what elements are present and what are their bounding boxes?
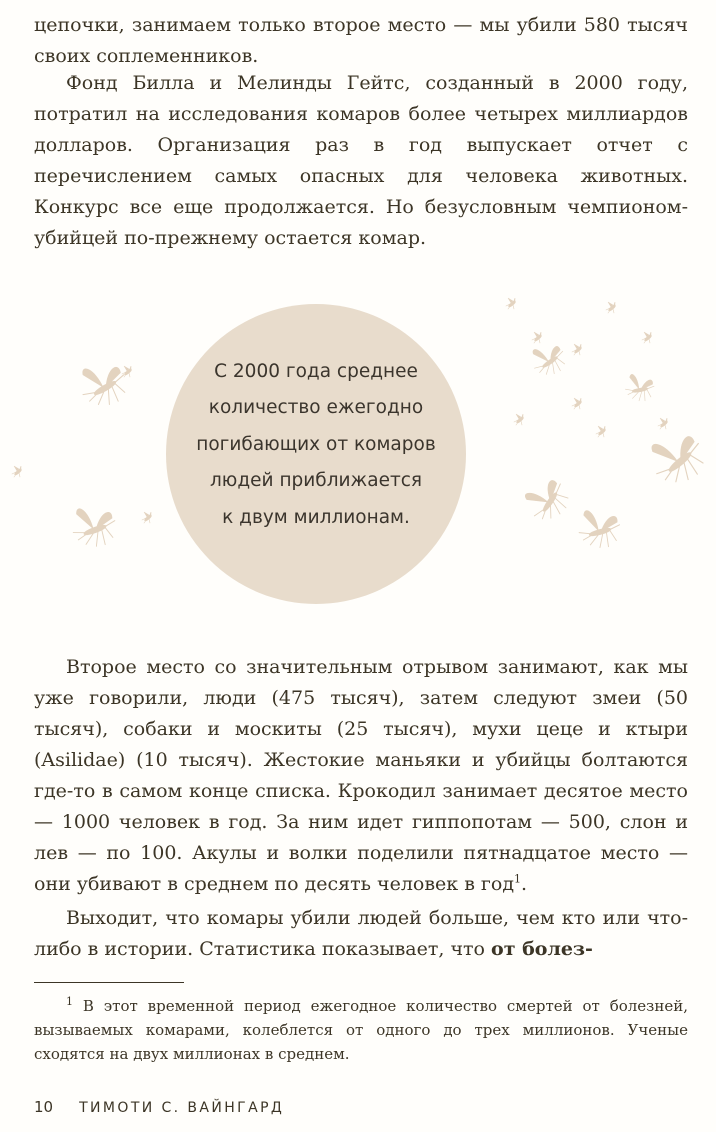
paragraph-3: Второе место со значительным отрывом занимают, как мы уже говорили, люди (475 тысяч), затем следуют змеи (50 тысяч), собаки и москиты (25 тысяч), мухи цеце и ктыри (Asilidae) (10 тысяч). Жестокие маньяки и убийцы болтаются где-то в самом конце списка. Крокодил занимает десятое место — 1000 человек в год. За ним идет гиппопотам — 500, слон и лев — по 100. Акулы и волки поделили пятнадцатое место — они убивают в среднем по десять человек в год$^1$. [34, 656, 688, 895]
page-footer [34, 1098, 284, 1116]
mosquito-icon [596, 426, 606, 437]
mosquito-icon [533, 346, 566, 376]
mosquito-icon [623, 373, 656, 404]
paragraph-2 [34, 68, 688, 254]
footnote-divider [34, 982, 184, 983]
paragraph-3-text: Второе место со значительным отрывом занимают, как мы уже говорили, люди (475 тысяч), затем следуют змеи (50 тысяч), собаки и москиты (25 тысяч), мухи цеце и ктыри (Asilidae) (10 тысяч). Жестокие маньяки и убийцы болтаются где-то в самом конце списка. Крокодил занимает десятое место — 1000 человек в год. За ним идет гиппопотам — 500, слон и лев — по 100. Акулы и волки поделили пятнадцатое место — они убивают в среднем по десять человек в год [34, 656, 688, 895]
mosquito-icon [572, 398, 582, 409]
mosquito-icon [83, 367, 125, 404]
footnote [34, 994, 688, 1066]
footnote-number: 1 [66, 995, 73, 1008]
footnote-text: В этот временной период ежегодное количество смертей от болезней, вызываемых комарами, колеблется от одного до трех миллионов. Ученые сходятся на двух миллионах в среднем. [34, 997, 688, 1063]
mosquito-icon [514, 414, 524, 425]
mosquito-icon [642, 332, 652, 343]
mosquito-icon [577, 509, 623, 552]
callout-line: С 2000 года среднее [214, 360, 418, 382]
paragraph-4 [34, 903, 688, 965]
paragraph-1: цепочки, занимаем только второе место — мы убили 580 тысяч своих соплеменников. [34, 14, 688, 67]
mosquito-icon [524, 477, 573, 524]
callout-circle [166, 304, 466, 604]
mosquito-icon [606, 302, 616, 313]
mosquito-icon [572, 344, 582, 355]
footnote-ref[interactable]: 1 [514, 872, 522, 886]
author-name: ТИМОТИ С. ВАЙНГАРД [79, 1100, 285, 1116]
mosquito-icon [71, 507, 117, 549]
mosquito-icon [142, 512, 152, 523]
mosquito-icon [532, 332, 542, 343]
mosquito-icon [12, 466, 22, 477]
mosquito-icon [651, 435, 705, 485]
callout-line: людей приближается [209, 470, 423, 492]
callout-line: к двум миллионам. [222, 506, 410, 528]
callout-text [181, 354, 451, 537]
paragraph-4-bold: от болез- [491, 938, 593, 960]
paragraph-2-text: Фонд Билла и Мелинды Гейтс, созданный в 2000 году, потратил на исследования комаров более четырех миллиардов долларов. Организация раз в год выпускает отчет с перечислением самых опасных для человека животных. Конкурс все еще продолжается. Но безусловным чемпионом-убийцей по-прежнему остается комар. [34, 72, 688, 249]
mosquito-icon [506, 298, 516, 309]
mosquito-icon [658, 418, 668, 429]
paragraph-4-text: Выходит, что комары убили людей больше, чем кто или что-либо в истории. Статистика показывает, что [34, 907, 688, 960]
callout-line: погибающих от комаров [196, 433, 436, 455]
callout-line: количество ежегодно [208, 397, 424, 419]
page-number: 10 [34, 1098, 54, 1116]
